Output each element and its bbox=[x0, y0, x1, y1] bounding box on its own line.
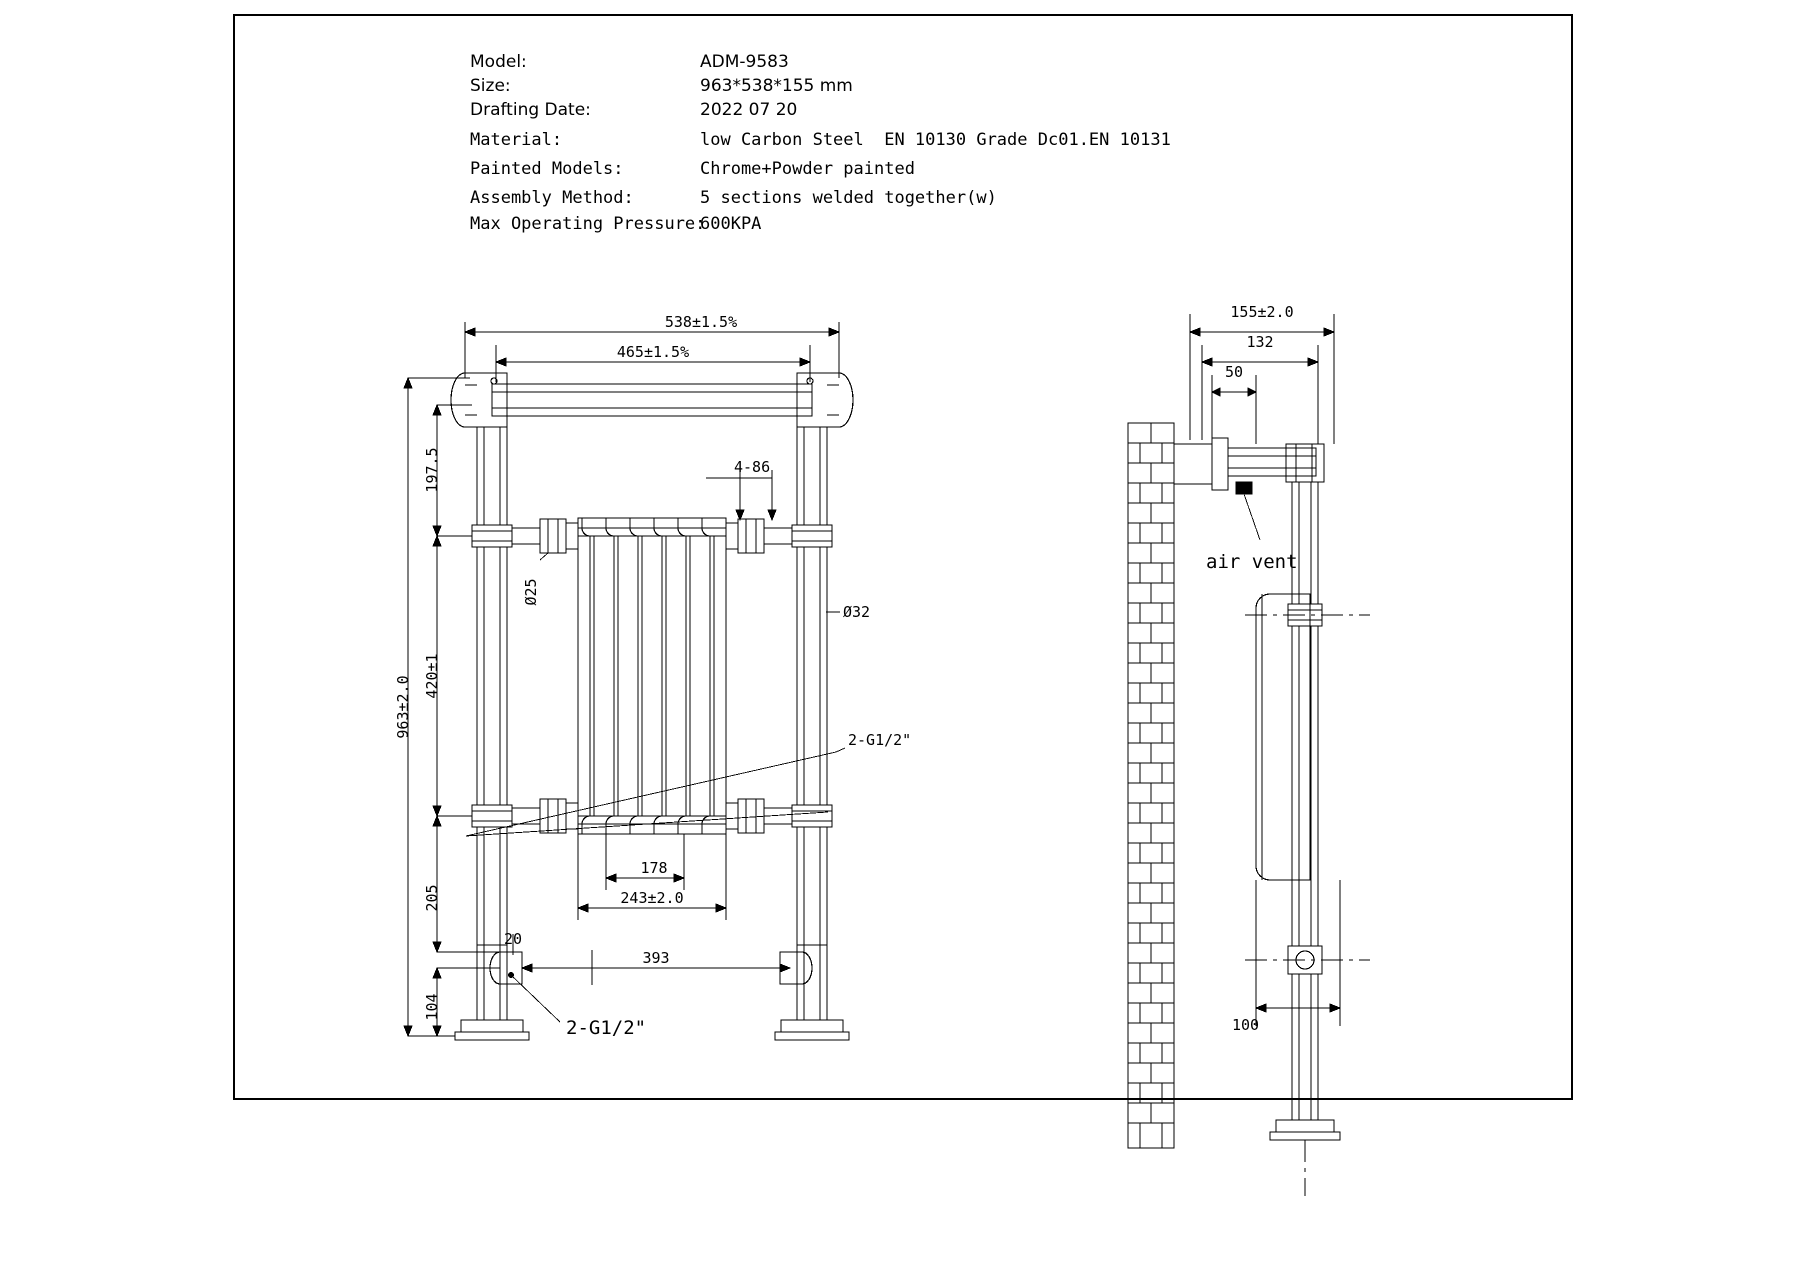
dim-section-width: 243±2.0 bbox=[620, 889, 684, 907]
spec-label: Material: bbox=[470, 130, 563, 150]
dim-section-pitch: 178 bbox=[640, 859, 668, 877]
spec-label: Size: bbox=[470, 76, 511, 96]
dim-mid-height: 420±1 bbox=[423, 653, 441, 699]
spec-label: Painted Models: bbox=[470, 159, 624, 179]
dim-tube-large: Ø32 bbox=[843, 603, 871, 621]
note-holes: 4-86 bbox=[734, 458, 771, 476]
spec-value: Chrome+Powder painted bbox=[700, 159, 915, 179]
spec-value: low Carbon Steel EN 10130 Grade Dc01.EN 10131 bbox=[700, 130, 1171, 150]
dim-valve-spacing: 393 bbox=[642, 949, 670, 967]
note-air-vent: air vent bbox=[1206, 551, 1298, 573]
spec-value: 5 sections welded together(w) bbox=[700, 188, 997, 208]
dim-overall-height: 963±2.0 bbox=[394, 675, 412, 739]
dim-foot-offset: 20 bbox=[503, 930, 523, 948]
spec-label: Model: bbox=[470, 52, 527, 72]
dim-bracket-depth: 132 bbox=[1246, 333, 1274, 351]
front-view-dimensions bbox=[404, 322, 845, 1036]
note-thread-bottom: 2-G1/2" bbox=[566, 1017, 647, 1039]
spec-value: 963*538*155 mm bbox=[700, 76, 853, 96]
spec-label: Drafting Date: bbox=[470, 100, 591, 120]
spec-value: ADM-9583 bbox=[700, 52, 789, 72]
spec-value: 600KPA bbox=[700, 214, 762, 234]
dim-top-height: 197.5 bbox=[423, 447, 441, 493]
radiator-sections bbox=[578, 518, 726, 834]
dim-wall-offset: 50 bbox=[1224, 363, 1244, 381]
spec-value: 2022 07 20 bbox=[700, 100, 798, 120]
dim-lower-height: 205 bbox=[423, 884, 441, 912]
dim-inner-width: 465±1.5% bbox=[616, 343, 690, 361]
dim-foot-height: 104 bbox=[423, 993, 441, 1021]
dim-overall-width: 538±1.5% bbox=[664, 313, 738, 331]
dim-tube-small: Ø25 bbox=[522, 578, 540, 606]
dim-foot-depth: 100 bbox=[1232, 1016, 1260, 1034]
side-view-geometry bbox=[1128, 423, 1370, 1196]
dim-overall-depth: 155±2.0 bbox=[1230, 303, 1294, 321]
spec-label: Max Operating Pressure: bbox=[470, 214, 706, 234]
spec-label: Assembly Method: bbox=[470, 188, 634, 208]
note-thread-top: 2-G1/2" bbox=[848, 731, 912, 749]
